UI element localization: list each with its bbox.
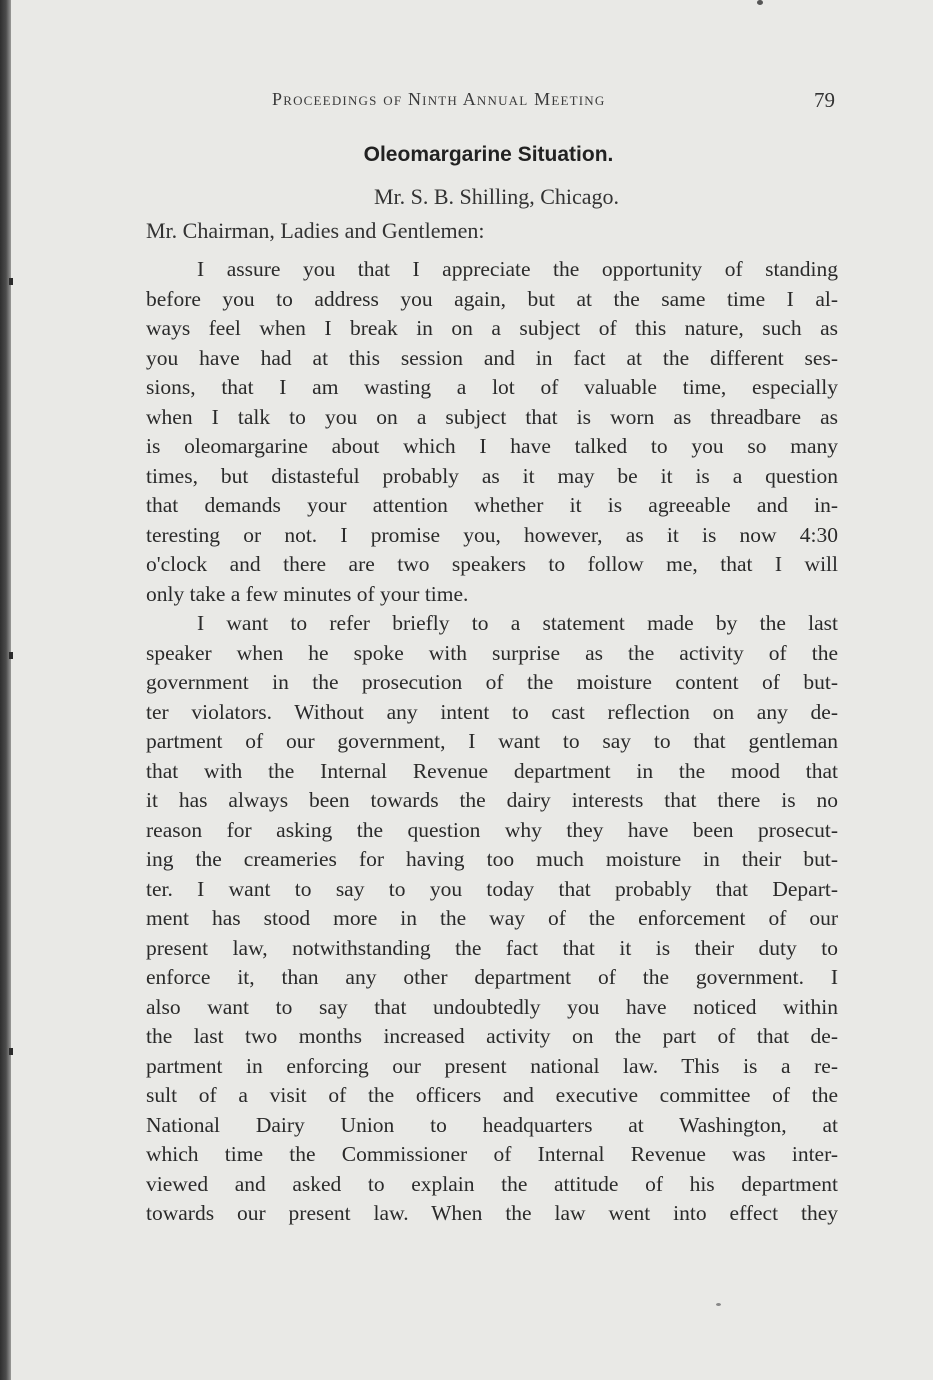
spine-mark	[9, 278, 13, 285]
body-line: ment has stood more in the way of the enforcement of our	[146, 906, 838, 930]
ink-speck	[716, 1303, 721, 1306]
body-line: sult of a visit of the officers and executive committee of the	[146, 1083, 838, 1107]
body-line: that with the Internal Revenue department in the mood that	[146, 758, 838, 783]
body-line: partment of our government, I want to say to that gentleman	[146, 729, 838, 753]
body-line: enforce it, than any other department of the government. I	[146, 965, 838, 989]
body-line: teresting or not. I promise you, however, as it is now 4:30	[146, 522, 838, 547]
body-line: that demands your attention whether it is agreeable and in-	[146, 493, 838, 517]
body-line: present law, notwithstanding the fact that it is their duty to	[146, 935, 838, 960]
body-line: also want to say that undoubtedly you have noticed within	[146, 994, 838, 1019]
body-line: is oleomargarine about which I have talked to you so many	[146, 434, 838, 458]
running-head: Proceedings of Ninth Annual Meeting	[272, 89, 606, 109]
body-text	[146, 255, 838, 1229]
ink-speck	[757, 0, 763, 5]
salutation: Mr. Chairman, Ladies and Gentlemen:	[146, 218, 485, 243]
speaker-byline: Mr. S. B. Shilling, Chicago.	[373, 184, 620, 209]
spine-mark	[9, 1048, 13, 1055]
body-line: reason for asking the question why they have been prosecut-	[146, 817, 838, 842]
body-line: when I talk to you on a subject that is worn as threadbare as	[146, 404, 838, 429]
body-line: before you to address you again, but at the same time I al-	[146, 286, 838, 311]
page-number: 79	[814, 88, 835, 112]
body-line: I assure you that I appreciate the opportunity of standing	[197, 257, 838, 281]
body-line: ter violators. Without any intent to cast reflection on any de-	[146, 699, 838, 724]
body-line: partment in enforcing our present national law. This is a re-	[146, 1053, 838, 1078]
body-line: you have had at this session and in fact at the different ses-	[146, 345, 838, 370]
body-line: it has always been towards the dairy interests that there is no	[146, 788, 838, 812]
spine-mark	[9, 652, 13, 659]
body-line: National Dairy Union to headquarters at Washington, at	[146, 1112, 838, 1137]
body-line: I want to refer briefly to a statement made by the last	[197, 611, 838, 635]
body-line: ter. I want to say to you today that probably that Depart-	[146, 876, 838, 901]
body-line: speaker when he spoke with surprise as the activity of the	[146, 640, 838, 665]
body-line: times, but distasteful probably as it may be it is a question	[146, 463, 838, 488]
body-line: government in the prosecution of the moisture content of but-	[146, 670, 838, 694]
article-title: Oleomargarine Situation.	[363, 143, 614, 166]
body-line: sions, that I am wasting a lot of valuable time, especially	[146, 375, 838, 399]
body-line: ways feel when I break in on a subject of this nature, such as	[146, 316, 838, 340]
body-line: which time the Commissioner of Internal Revenue was inter-	[146, 1142, 838, 1166]
body-line: o'clock and there are two speakers to follow me, that I will	[146, 552, 838, 576]
body-line: the last two months increased activity on the part of that de-	[146, 1024, 838, 1048]
body-line: viewed and asked to explain the attitude of his department	[146, 1171, 838, 1196]
body-line: ing the creameries for having too much moisture in their but-	[146, 847, 838, 871]
body-line: towards our present law. When the law went into effect they	[146, 1201, 838, 1225]
body-line: only take a few minutes of your time.	[146, 581, 469, 606]
